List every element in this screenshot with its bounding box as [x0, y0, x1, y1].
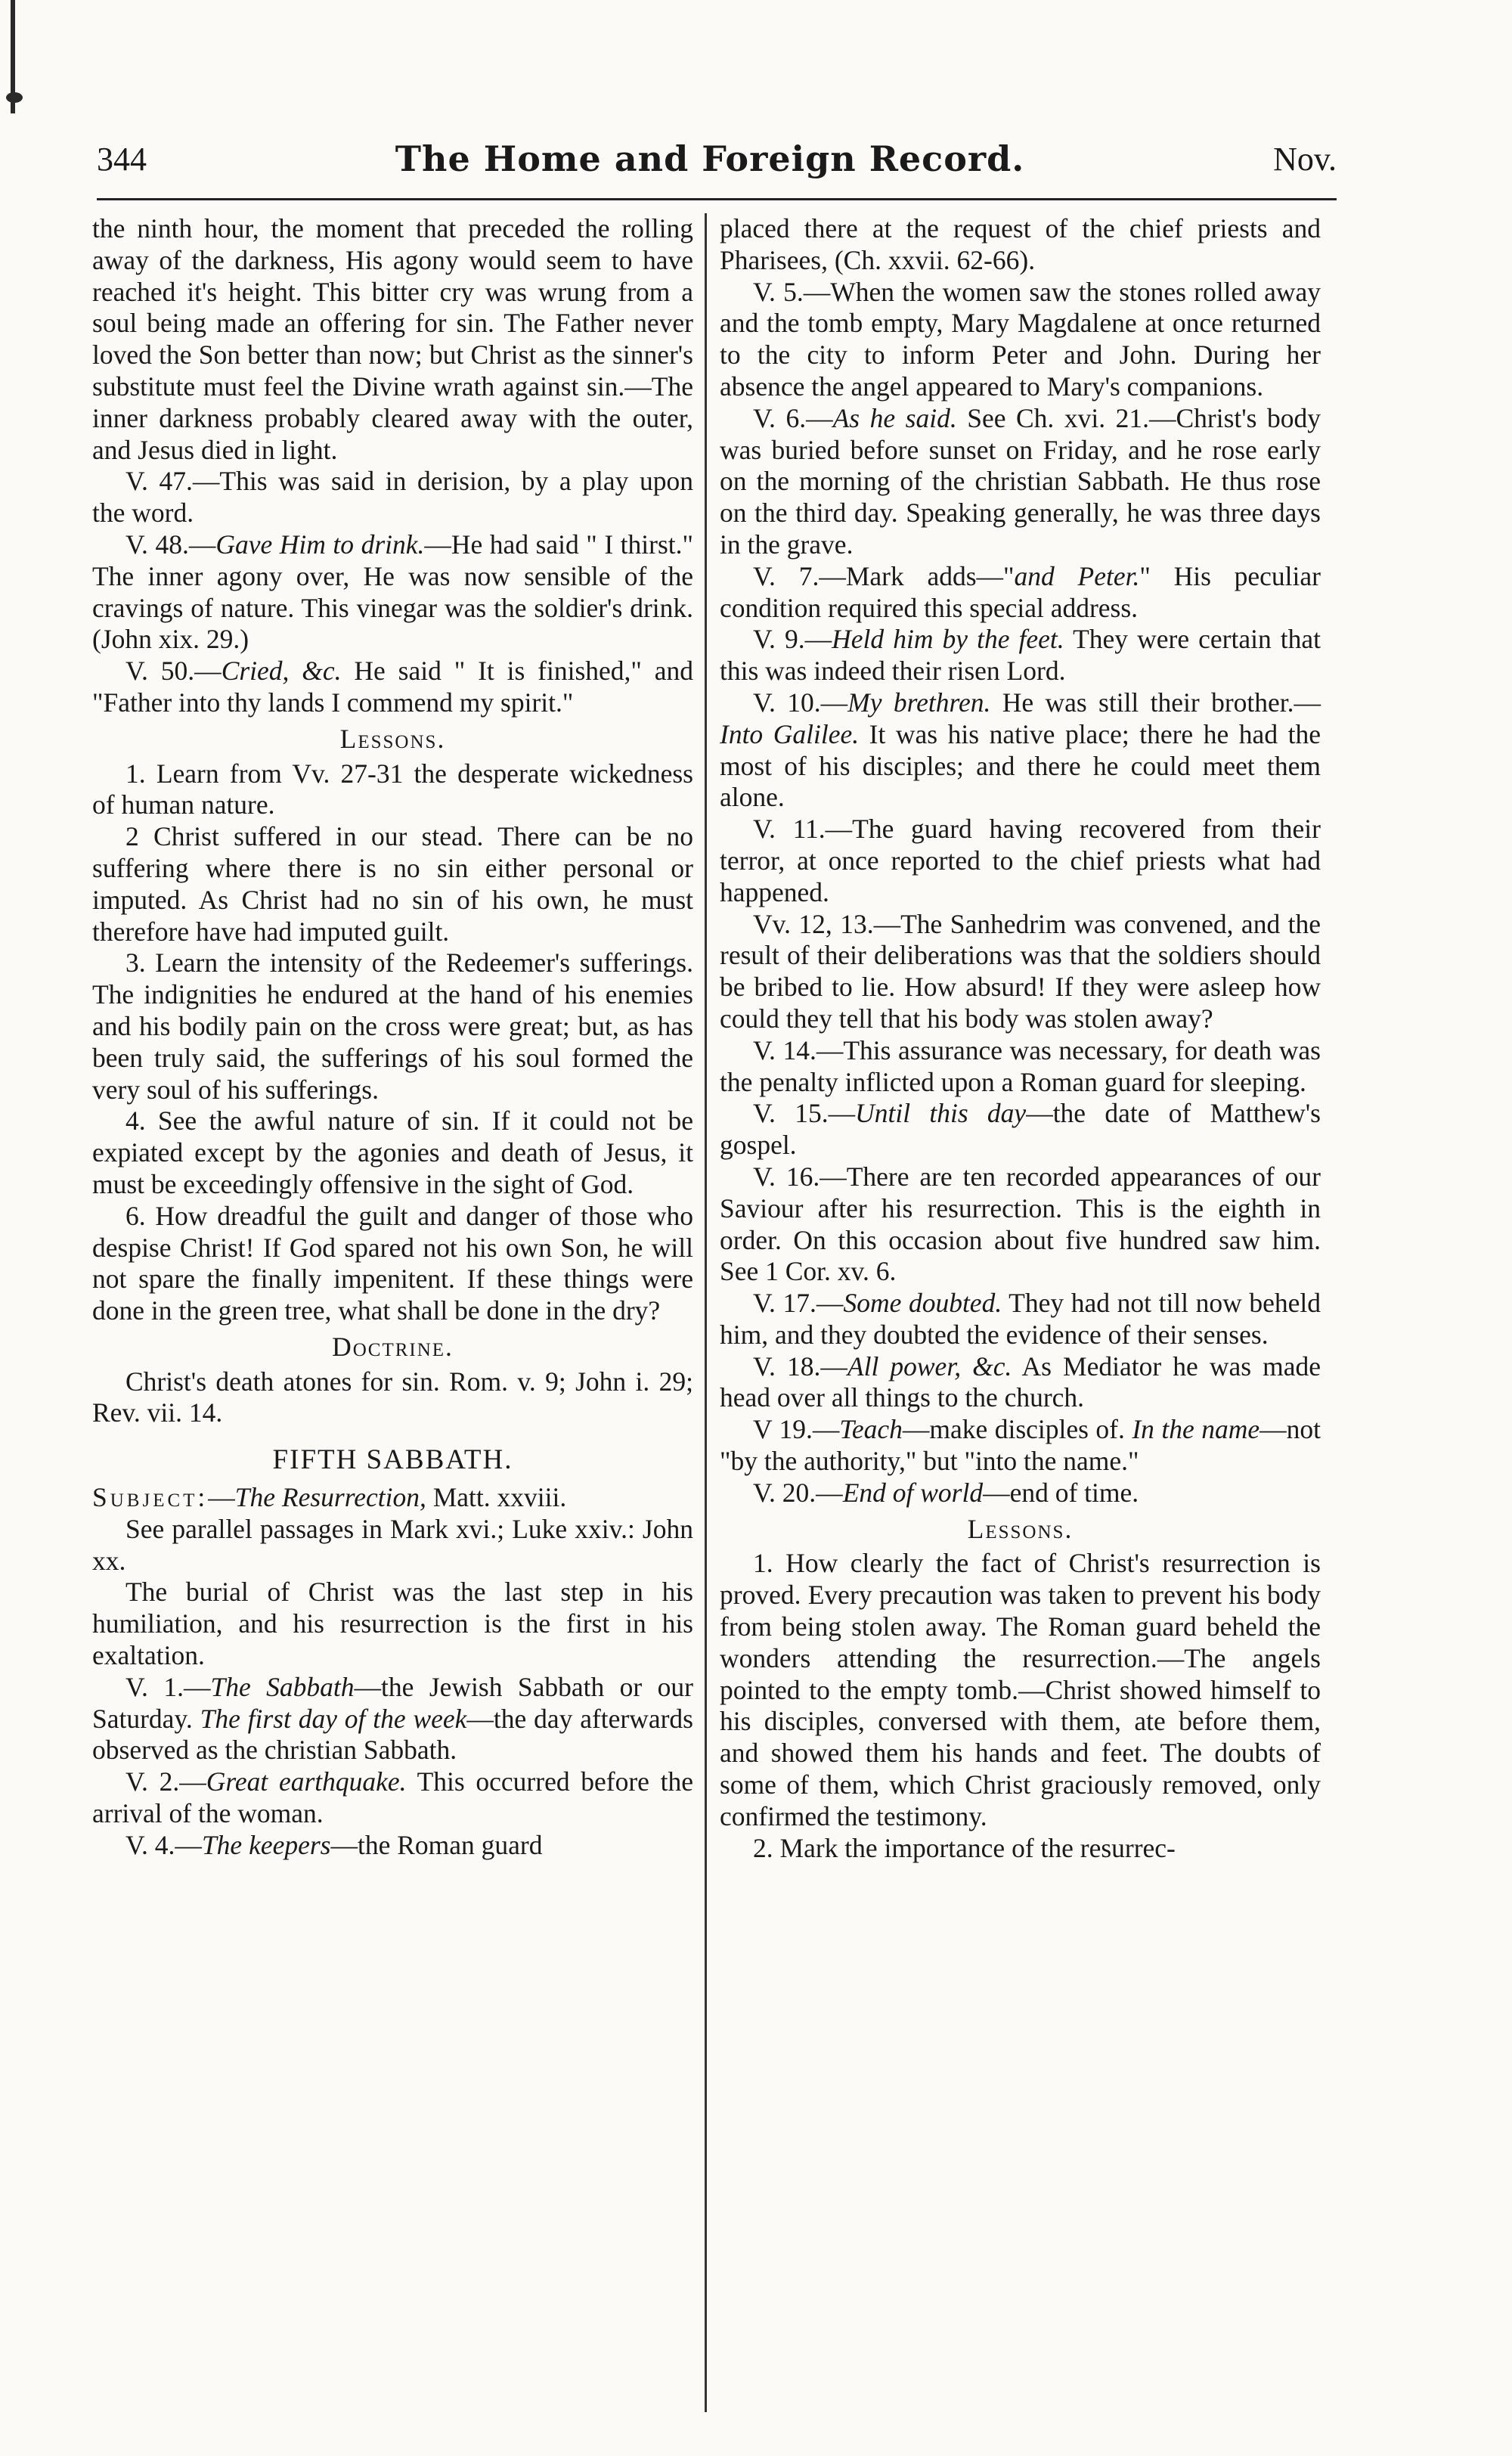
right-column: [720, 213, 1321, 1864]
verse-note-7: V. 7.—Mark adds—"and Peter." His peculiar condition required this special address.: [720, 560, 1321, 623]
month-label: Nov.: [1273, 140, 1337, 178]
subject-line: Subject:—The Resurrection, Matt. xxviii.: [92, 1482, 567, 1513]
lesson-item: 6. How dreadful the guilt and danger of those who despise Christ! If God spared not his own Son, he will not spare the finally impenitent. If these things were done in the green tree, what shall be done in the dry?: [92, 1200, 693, 1326]
verse-note-1: V. 1.—The Sabbath—the Jewish Sabbath or our Saturday. The first day of the week—the day afterwards observed as the christian Sabbath.: [92, 1671, 693, 1766]
lesson-item: 4. See the awful nature of sin. If it could not be expiated except by the agonies and death of Jesus, it must be exceedingly offensive in the sight of God.: [92, 1106, 693, 1199]
verse-note-19: V 19.—Teach—make disciples of. In the name—not "by the authority," but "into the name.": [720, 1414, 1321, 1477]
lesson-item: 1. Learn from Vv. 27-31 the desperate wickedness of human nature.: [92, 758, 693, 820]
page-number: 344: [97, 140, 147, 178]
verse-note-16: V. 16.—There are ten recorded appearances of our Saviour after his resurrection. This is the eighth in order. On this occasion about five hundred saw him. See 1 Cor. xv. 6.: [720, 1161, 1321, 1287]
verse-note-2: V. 2.—Great earthquake. This occurred before the arrival of the woman.: [92, 1766, 693, 1829]
verse-note-48: V. 48.—Gave Him to drink.—He had said " I thirst." The inner agony over, He was now sensible of the cravings of nature. This vinegar was the soldier's drink. (John xix. 29.): [92, 529, 694, 655]
verse-note-14: V. 14.—This assurance was necessary, for death was the penalty inflicted upon a Roman guard for sleeping.: [720, 1034, 1321, 1097]
verse-note-6: V. 6.—As he said. See Ch. xvi. 21.—Christ's body was buried before sunset on Friday, and he rose early on the morning of the christian Sabbath. He thus rose on the third day. Speaking generally, he was three days in the grave.: [720, 402, 1321, 560]
lesson-item: 1. How clearly the fact of Christ's resurrection is proved. Every precaution was taken to prevent his body from being stolen away. The Roman guard beheld the wonders attending the resurrection.—The angels pointed to the empty tomb.—Christ showed himself to his disciples, conversed with them, ate before them, and showed them his hands and feet. The doubts of some of them, which Christ graciously removed, only confirmed the testimony.: [720, 1548, 1321, 1831]
verse-note-4: V. 4.—The keepers—the Roman guard: [125, 1829, 543, 1860]
verse-note-10: V. 10.—My brethren. He was still their brother.—Into Galilee. It was his native place; there he had the most of his disciples; and there he could meet them alone.: [720, 687, 1321, 813]
verse-note-12: Vv. 12, 13.—The Sanhedrim was convened, and the result of their deliberations was that the soldiers should be bribed to lie. How absurd! If they were asleep how could they tell that his body was stolen away?: [720, 908, 1321, 1034]
running-title: The Home and Foreign Record.: [395, 138, 1025, 179]
paragraph: The burial of Christ was the last step in his humiliation, and his resurrection is the first in his exaltation.: [92, 1577, 693, 1671]
verse-note-50: V. 50.—Cried, &c. He said " It is finished," and "Father into thy lands I commend my spirit.": [92, 656, 694, 718]
lesson-item: 2 Christ suffered in our stead. There can be no suffering where there is no sin either personal or imputed. As Christ had no sin of his own, he must therefore have had imputed guilt.: [92, 821, 693, 947]
lessons-heading: Lessons.: [339, 723, 446, 754]
verse-note-5: V. 5.—When the women saw the stones rolled away and the tomb empty, Mary Magdalene at once returned to the city to inform Peter and John. During her absence the angel appeared to Mary's companions.: [720, 276, 1321, 402]
header-rule: [97, 198, 1337, 200]
page-header: [97, 129, 1337, 189]
paragraph: See parallel passages in Mark xvi.; Luke xxiv.: John xx.: [92, 1513, 693, 1576]
verse-note-17: V. 17.—Some doubted. They had not till now beheld him, and they doubted the evidence of their senses.: [720, 1288, 1321, 1350]
lesson-item: 3. Learn the intensity of the Redeemer's sufferings. The indignities he endured at the hand of his enemies and his bodily pain on the cross were great; but, as has been truly said, the sufferings of his soul formed the very soul of his sufferings.: [92, 947, 693, 1105]
verse-note-20: V. 20.—End of world—end of time.: [753, 1477, 1139, 1508]
left-column: [92, 213, 693, 1862]
doctrine-heading: Doctrine.: [332, 1331, 454, 1362]
verse-note-18: V. 18.—All power, &c. As Mediator he was made head over all things to the church.: [720, 1350, 1321, 1413]
lesson-item: 2. Mark the importance of the resurrec-: [753, 1832, 1176, 1863]
page-edge-blot: [6, 92, 23, 103]
verse-note-15: V. 15.—Until this day—the date of Matthew's gospel.: [720, 1098, 1321, 1161]
doctrine-text: Christ's death atones for sin. Rom. v. 9; John i. 29; Rev. vii. 14.: [92, 1366, 693, 1428]
verse-note-47: V. 47.—This was said in derision, by a play upon the word.: [92, 466, 693, 529]
section-heading: FIFTH SABBATH.: [272, 1444, 513, 1476]
verse-note-11: V. 11.—The guard having recovered from their terror, at once reported to the chief priests what had happened.: [720, 814, 1321, 907]
lessons-heading: Lessons.: [967, 1513, 1074, 1544]
column-divider: [705, 213, 707, 2412]
paragraph: the ninth hour, the moment that preceded the rolling away of the darkness, His agony would seem to have reached it's height. This bitter cry was wrung from a soul being made an offering for sin. The Father never loved the Son better than now; but Christ as the sinner's substitute must feel the Divine wrath against sin.—The inner darkness probably cleared away with the outer, and Jesus died in light.: [92, 213, 693, 465]
paragraph: placed there at the request of the chief priests and Pharisees, (Ch. xxvii. 62-66).: [720, 213, 1321, 275]
verse-note-9: V. 9.—Held him by the feet. They were certain that this was indeed their risen Lord.: [720, 624, 1321, 687]
